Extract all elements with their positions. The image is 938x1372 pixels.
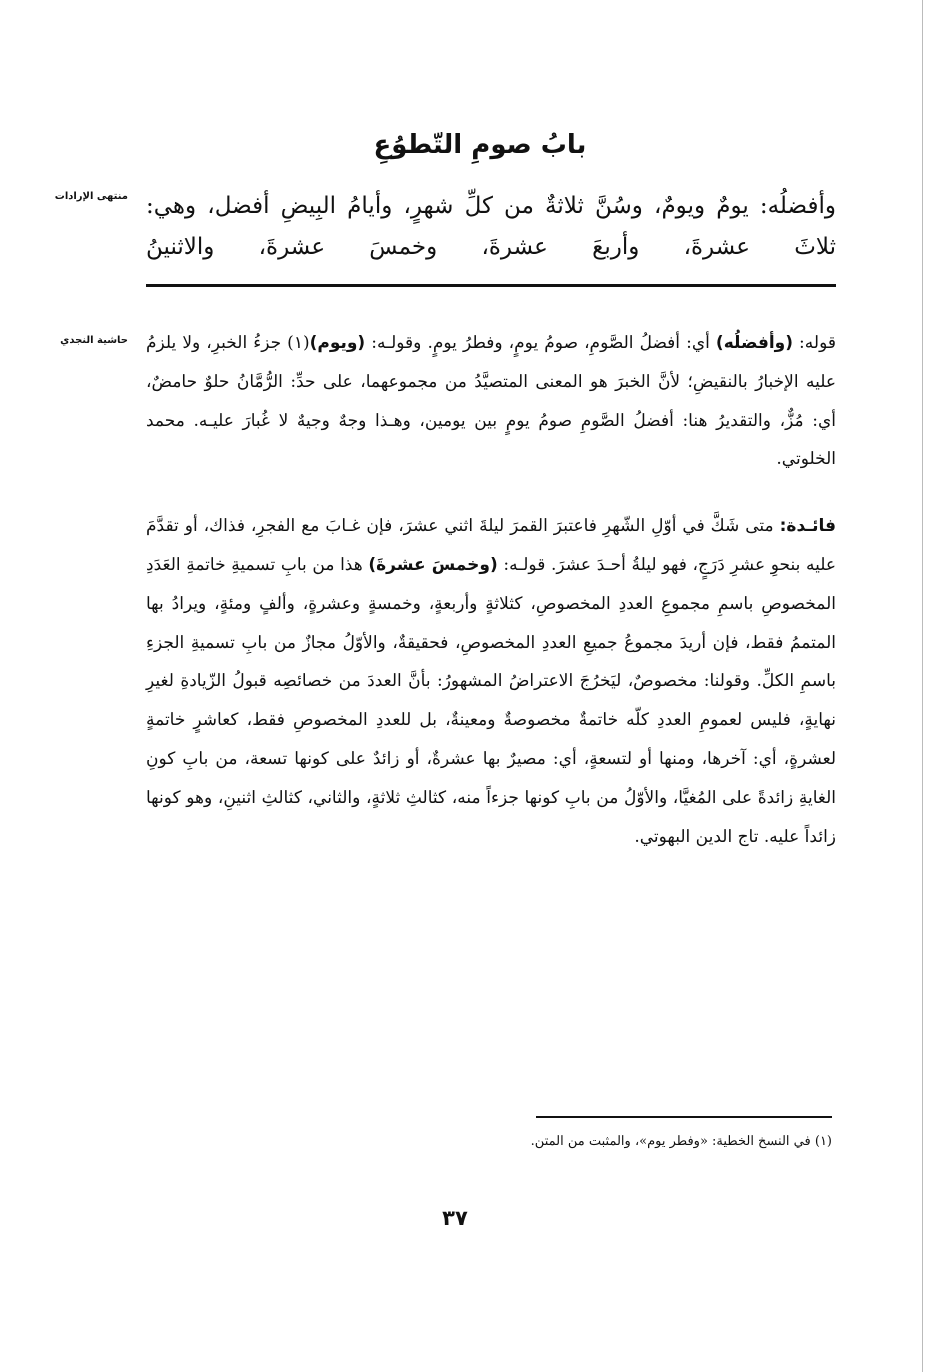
p1-keyword-2: (ويوم)	[309, 333, 366, 353]
commentary-paragraph-1	[146, 324, 836, 479]
p1-text-2: (١) جزءُ الخبرِ، ولا يلزمُ عليه الإخبارُ بالنقيضِ؛ لأنَّ الخبرَ هو المعنى المتصيَّدُ من مجموعهما، على حدِّ: الرُّمَّانُ حلوٌ حامضٌ، أي: مُزٌّ، والتقديرُ هنا: أفضلُ الصَّومِ صومُ يومٍ بين يومين، وهـذا وجهٌ وجيهٌ لا غُبارَ عليـه. محمد الخلوتي.	[146, 333, 836, 470]
p1-text-1: أي: أفضلُ الصَّومِ، صومُ يومٍ، وفطرُ يومٍ. وقولـه:	[365, 333, 716, 353]
matn-separator-rule	[146, 284, 836, 287]
p1-lead: قوله:	[793, 333, 836, 353]
p2-text-1: متى شَكَّ في أوّلِ الشّهرِ فاعتبرَ القمرَ ليلةَ اثني عشرَ، فإن غـابَ مع الفجرِ، فذاك، أو تقدَّمَ عليه بنحوِ عشرِ دَرَجٍ، فهو ليلةُ أحـدَ عشرَ. قولـه:	[146, 516, 836, 575]
footnote: (١) في النسخ الخطية: «وفطر يوم»، والمثبت من المتن.	[530, 1134, 832, 1149]
commentary-block	[146, 324, 836, 856]
p2-text-2: هذا من بابِ تسميةِ خاتمةِ العَدَدِ المخصوصِ باسمِ مجموعِ العددِ المخصوصِ، كثلاثةٍ وأربعةٍ، وخمسةٍ وعشرةٍ، وألفٍ ومئةٍ، ويرادُ بها المتممُ فقط، فإن أريدَ مجموعُ جميعِ العددِ المخصوصِ، فحقيقةٌ، والأوّلُ مجازٌ من بابِ تسميةِ الجزءِ باسمِ الكلِّ. وقولنا: مخصوصٌ، ليَخرُجَ الاعتراضُ المشهورُ: بأنَّ العددَ من خصائصِه قبولُ الزّيادةِ لغيرِ نهايةٍ، فليس لعمومِ العددِ كلّه خاتمةٌ مخصوصةٌ ومعينةٌ، بل للعددِ المخصوصِ فقط، كعاشرٍ خاتمةٍ لعشرةٍ، أي: آخرها، ومنها أو لتسعةٍ، أي: مصيرٌ بها عشرةٌ، أو زائدٌ على كونها تسعة، من بابِ كونِ الغايةِ زائدةً على المُغيَّا، والأوّلُ من بابِ كونها جزءاً منه، كثالثِ ثلاثةٍ، والثاني، كثالثِ اثنينِ، وهو كونها زائداً عليه. تاج الدين البهوتي.	[146, 554, 836, 847]
side-label-sharh: حاشية النجدي	[60, 335, 128, 346]
page-edge-line	[922, 0, 923, 1372]
chapter-title: بابُ صومِ التّطوُعِ	[373, 130, 587, 160]
paragraph-gap	[146, 479, 836, 507]
commentary-paragraph-2	[146, 507, 836, 856]
footnote-separator-rule	[536, 1116, 832, 1118]
matn-text: وأفضلُه: يومٌ ويومٌ، وسُنَّ ثلاثةٌ من كلِّ شهرٍ، وأيامُ البِيضِ أفضل، وهي: ثلاثَ عشرةَ، وأربعَ عشرةَ، وخمسَ عشرةَ، والاثنينُ	[146, 193, 836, 260]
p2-keyword-1: فائـدة:	[779, 516, 836, 537]
p2-keyword-2: (وخمسَ عشرةَ)	[368, 554, 498, 575]
side-label-matn: منتهى الإرادات	[54, 191, 128, 202]
page-number: ٣٧	[442, 1206, 468, 1230]
p1-keyword-1: (وأفضلُه)	[715, 333, 793, 353]
